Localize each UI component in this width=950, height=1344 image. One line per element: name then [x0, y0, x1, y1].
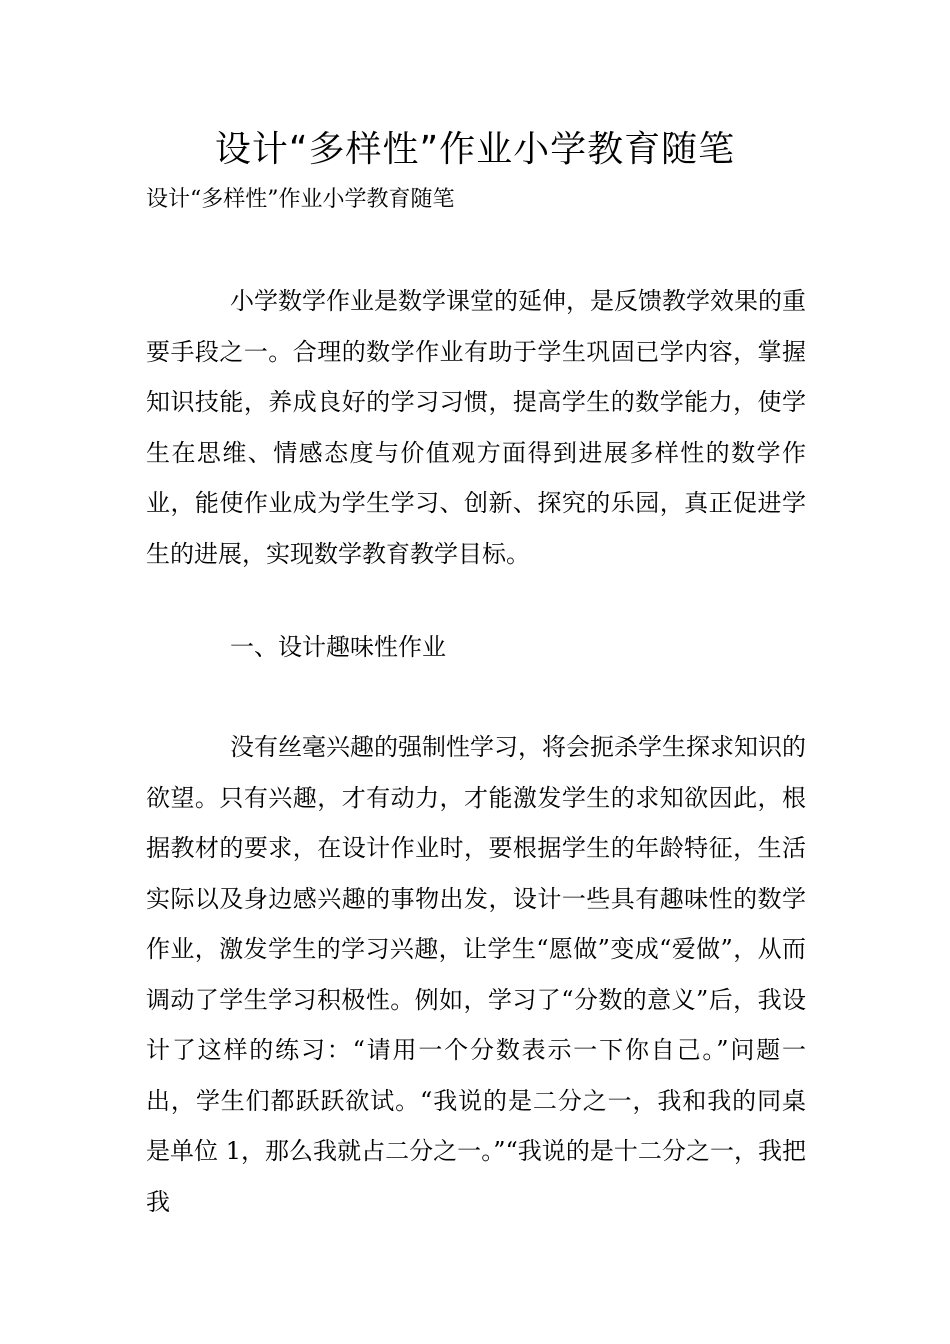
document-title: 设计“多样性”作业小学教育随笔 [214, 129, 736, 170]
section-heading: 一、设计趣味性作业 [230, 633, 446, 661]
body-paragraph: 没有丝毫兴趣的强制性学习，将会扼杀学生探求知识的欲望。只有兴趣，才有动力，才能激发学生的求知欲因此，根据教材的要求，在设计作业时，要根据学生的年龄特征，生活实际以及身边感兴趣的事物出发，设计一些具有趣味性的数学作业，激发学生的学习兴趣，让学生“愿做”变成“爱做”，从而调动了学生学习积极性。例如，学习了“分数的意义”后，我设计了这样的练习：“请用一个分数表示一下你自己。”问题一出，学生们都跃跃欲试。“我说的是二分之一，我和我的同桌是单位 1，那么我就占二分之一。”“我说的是十二分之一，我把我 [146, 733, 806, 1216]
body-paragraph: 小学数学作业是数学课堂的延伸，是反馈教学效果的重要手段之一。合理的数学作业有助于学生巩固已学内容，掌握知识技能，养成良好的学习习惯，提高学生的数学能力，使学生在思维、情感态度与价值观方面得到进展多样性的数学作业，能使作业成为学生学习、创新、探究的乐园，真正促进学生的进展，实现数学教育教学目标。 [146, 287, 806, 568]
document-subtitle: 设计“多样性”作业小学教育随笔 [146, 187, 455, 212]
